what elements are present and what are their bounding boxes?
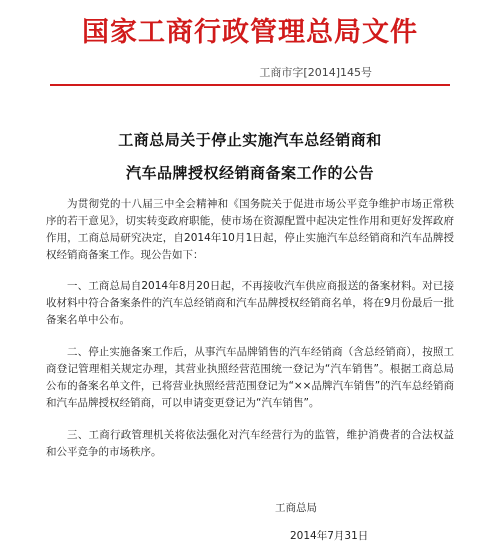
body-paragraph-intro: 为贯彻党的十八届三中全会精神和《国务院关于促进市场公平竞争维护市场正常秩序的若干意见》，切实转变政府职能，使市场在资源配置中起决定性作用和更好发挥政府作用，工商总局研究决定，自2014年10月1日起，停止实施汽车总经销商和汽车品牌授权经销商备案工作。现公告如下： (46, 198, 454, 261)
notice-body (46, 196, 454, 476)
body-paragraph-item-2: 二、停止实施备案工作后，从事汽车品牌销售的汽车经销商（含总经销商），按照工商登记管理相关规定办理，其营业执照经营范围统一登记为“汽车销售”。根据工商总局公布的备案名单文件，已将营业执照经营范围登记为“××品牌汽车销售”的汽车总经销商和汽车品牌授权经销商，可以申请变更登记为“汽车销售”。 (46, 346, 454, 409)
notice-title-line-1: 工商总局关于停止实施汽车总经销商和 (118, 131, 382, 149)
document-number: 工商市字[2014]145号 (259, 66, 372, 79)
notice-title-line-2: 汽车品牌授权经销商备案工作的公告 (125, 164, 374, 182)
header-divider-line (50, 84, 450, 86)
document-header-title: 国家工商行政管理总局文件 (82, 17, 418, 48)
signature-date: 2014年7月31日 (290, 530, 369, 542)
body-paragraph-item-1: 一、工商总局自2014年8月20日起，不再接收汽车供应商报送的备案材料。对已接收材料中符合备案条件的汽车总经销商和汽车品牌授权经销商名单，将在9月份最后一批备案名单中公布。 (46, 280, 454, 326)
signature-organization: 工商总局 (275, 502, 317, 514)
body-paragraph-item-3: 三、工商行政管理机关将依法强化对汽车经营行为的监管，维护消费者的合法权益和公平竞争的市场秩序。 (46, 429, 454, 458)
